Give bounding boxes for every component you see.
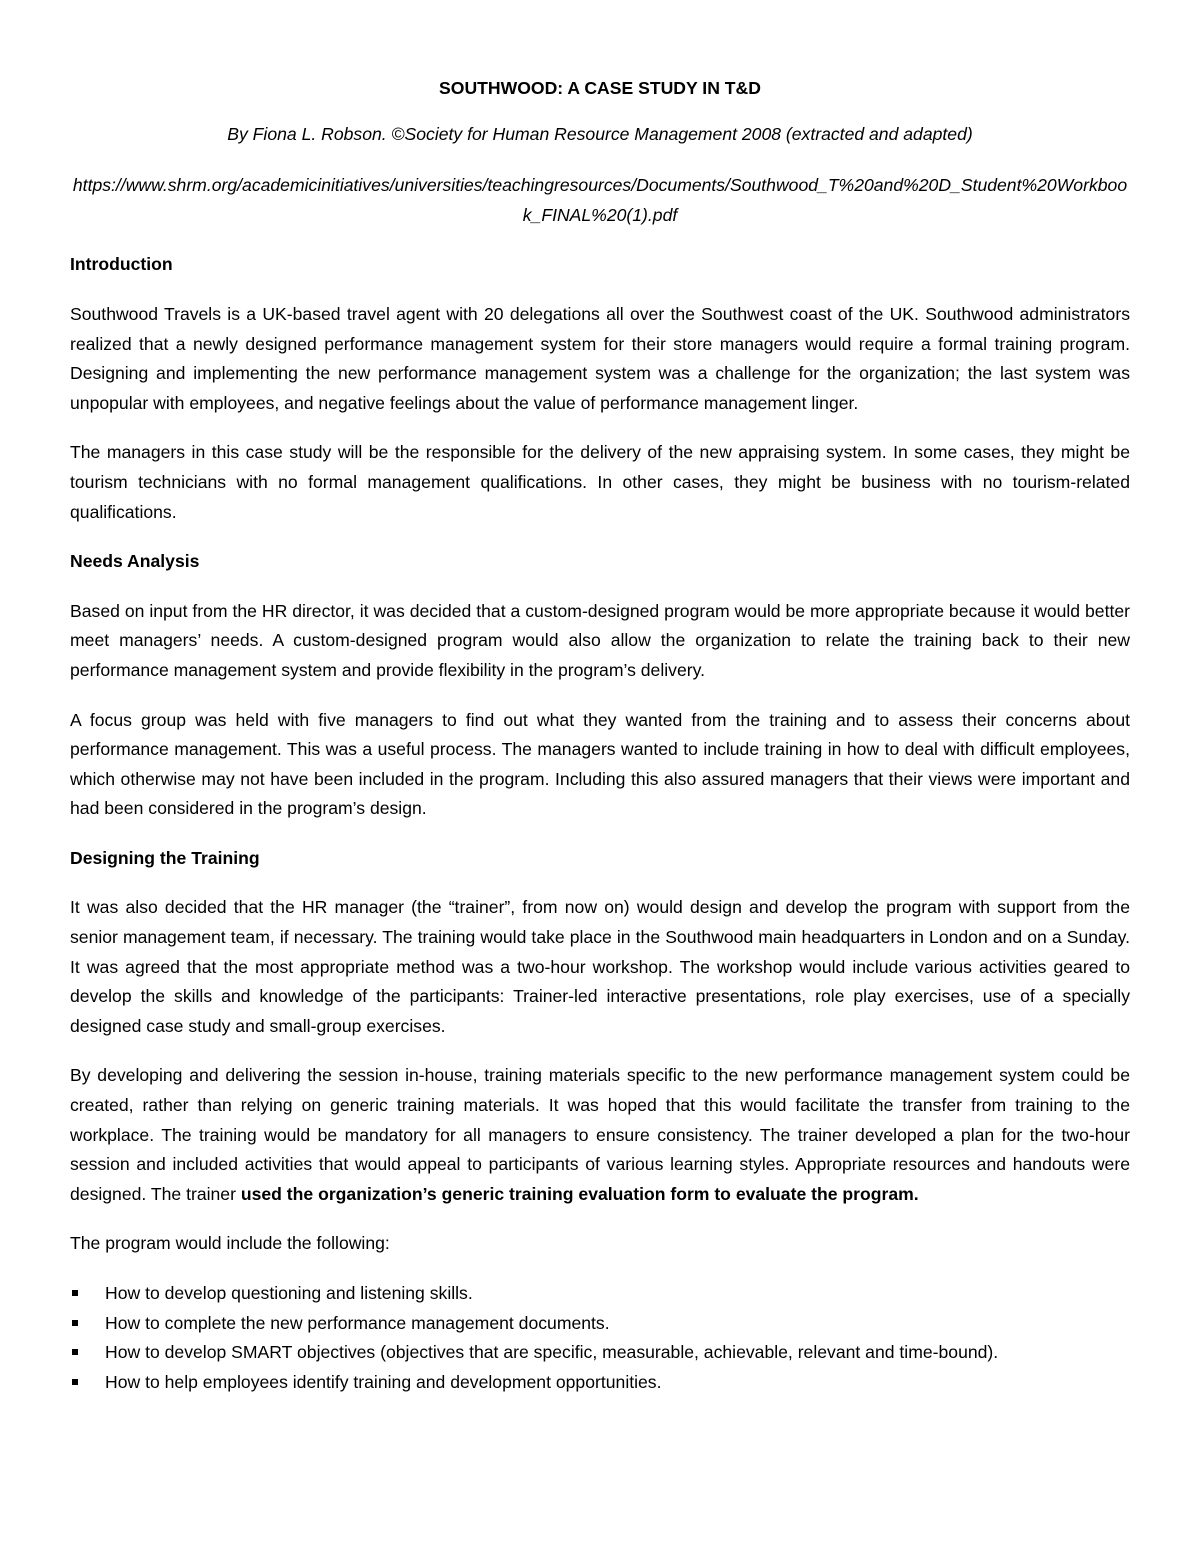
- list-item-text: How to help employees identify training and development opportunities.: [105, 1371, 662, 1392]
- list-item-text: How to develop SMART objectives (objectives that are specific, measurable, achievable, relevant and time-bound).: [105, 1342, 999, 1363]
- needs-paragraph-2: A focus group was held with five managers to find out what they wanted from the training and to assess their concerns about performance management. This was a useful process. The managers wanted to include training in how to deal with difficult employees, which otherwise may not have been included in the program. Including this also assured managers that their views were important and had been considered in the program’s design.: [70, 709, 1130, 819]
- heading-needs-analysis: Needs Analysis: [70, 551, 200, 572]
- square-bullet-icon: [72, 1320, 78, 1326]
- intro-paragraph-1: Southwood Travels is a UK-based travel agent with 20 delegations all over the Southwest coast of the UK. Southwood administrators realized that a newly designed performance management system for their store managers would require a formal training program. Designing and implementing the new performance management system was a challenge for the organization; the last system was unpopular with employees, and negative feelings about the value of performance management linger.: [70, 303, 1130, 413]
- heading-designing-training: Designing the Training: [70, 847, 260, 868]
- needs-paragraph-1: Based on input from the HR director, it was decided that a custom-designed program would be more appropriate because it would better meet managers’ needs. A custom-designed program would also allow the organization to relate the training back to their new performance management system and provide flexibility in the program’s delivery.: [70, 600, 1130, 680]
- design-paragraph-3: The program would include the following:: [70, 1233, 390, 1254]
- design-paragraph-2: [70, 1061, 1130, 1209]
- document-page: [70, 74, 1130, 1397]
- list-item: [70, 1368, 1130, 1398]
- source-url: https://www.shrm.org/academicinitiatives/universities/teachingresources/Documents/Southwood_T%20and%20D_Student%20Workbook_FINAL%20(1).pdf: [72, 175, 1128, 225]
- list-item: [70, 1338, 1130, 1368]
- list-item-text: How to complete the new performance management documents.: [105, 1312, 610, 1333]
- square-bullet-icon: [72, 1349, 78, 1355]
- list-item: [70, 1309, 1130, 1339]
- square-bullet-icon: [72, 1379, 78, 1385]
- list-item: [70, 1279, 1130, 1309]
- list-item-text: How to develop questioning and listening skills.: [105, 1283, 473, 1303]
- heading-introduction: Introduction: [70, 254, 173, 275]
- document-title: SOUTHWOOD: A CASE STUDY IN T&D: [439, 78, 761, 98]
- program-bullet-list: [70, 1279, 1130, 1397]
- intro-paragraph-2: The managers in this case study will be the responsible for the delivery of the new appraising system. In some cases, they might be tourism technicians with no formal management qualifications. In other cases, they might be business with no tourism-related qualifications.: [70, 442, 1130, 522]
- square-bullet-icon: [72, 1290, 78, 1296]
- design-paragraph-1: It was also decided that the HR manager (the “trainer”, from now on) would design and develop the program with support from the senior management team, if necessary. The training would take place in the Southwood main headquarters in London and on a Sunday. It was agreed that the most appropriate method was a two-hour workshop. The workshop would include various activities geared to develop the skills and knowledge of the participants: Trainer-led interactive presentations, role play exercises, use of a specially designed case study and small-group exercises.: [70, 897, 1130, 1036]
- design-paragraph-2-text: By developing and delivering the session in-house, training materials specific to the new performance management system could be created, rather than relying on generic training materials. It was hoped that this would facilitate the transfer from training to the workplace. The training would be mandatory for all managers to ensure consistency. The trainer developed a plan for the two-hour session and included activities that would appeal to participants of various learning styles. Appropriate resources and handouts were designed. The trainer: [70, 1065, 1130, 1204]
- document-byline: By Fiona L. Robson. ©Society for Human Resource Management 2008 (extracted and adapted): [227, 123, 973, 144]
- design-paragraph-2-bold: used the organization’s generic training evaluation form to evaluate the program.: [240, 1183, 919, 1204]
